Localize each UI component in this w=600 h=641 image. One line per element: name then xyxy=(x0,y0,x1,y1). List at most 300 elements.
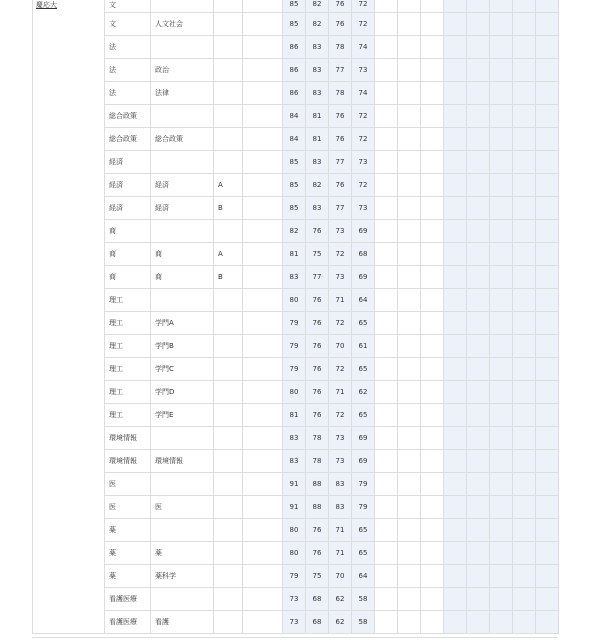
empty-cell xyxy=(375,289,398,312)
department-cell xyxy=(151,289,214,312)
empty-cell xyxy=(421,59,444,82)
empty-cell xyxy=(421,611,444,634)
score-cell: 77 xyxy=(329,151,352,174)
empty-cell xyxy=(536,266,559,289)
score-cell: 81 xyxy=(283,404,306,427)
score-cell: 81 xyxy=(306,128,329,151)
empty-cell xyxy=(467,358,490,381)
empty-cell xyxy=(444,542,467,565)
faculty-cell: 薬 xyxy=(105,565,151,588)
empty-cell xyxy=(490,565,513,588)
faculty-cell: 医 xyxy=(105,473,151,496)
empty-cell xyxy=(467,128,490,151)
department-cell: 商 xyxy=(151,266,214,289)
score-cell: 61 xyxy=(352,335,375,358)
empty-cell xyxy=(467,13,490,36)
empty-cell xyxy=(490,243,513,266)
empty-cell xyxy=(467,312,490,335)
score-cell: 76 xyxy=(306,312,329,335)
score-cell: 73 xyxy=(283,588,306,611)
faculty-cell: 法 xyxy=(105,82,151,105)
empty-cell xyxy=(375,174,398,197)
score-cell: 58 xyxy=(352,588,375,611)
score-cell: 73 xyxy=(352,59,375,82)
empty-cell xyxy=(398,312,421,335)
empty-cell xyxy=(243,404,283,427)
empty-cell xyxy=(421,312,444,335)
empty-cell xyxy=(536,427,559,450)
empty-cell xyxy=(398,197,421,220)
empty-cell xyxy=(243,588,283,611)
empty-cell xyxy=(243,450,283,473)
empty-cell xyxy=(398,381,421,404)
empty-cell xyxy=(490,381,513,404)
method-cell xyxy=(214,473,243,496)
empty-cell xyxy=(467,220,490,243)
score-cell: 62 xyxy=(352,381,375,404)
empty-cell xyxy=(513,266,536,289)
empty-cell xyxy=(243,289,283,312)
score-cell: 73 xyxy=(352,197,375,220)
score-cell: 85 xyxy=(283,0,306,13)
score-cell: 82 xyxy=(306,0,329,13)
table-row xyxy=(33,289,559,312)
empty-cell xyxy=(513,450,536,473)
faculty-cell: 理工 xyxy=(105,381,151,404)
method-cell xyxy=(214,427,243,450)
empty-cell xyxy=(467,496,490,519)
score-cell: 83 xyxy=(329,496,352,519)
empty-cell xyxy=(490,105,513,128)
empty-cell xyxy=(490,404,513,427)
department-cell xyxy=(151,220,214,243)
table-row xyxy=(33,496,559,519)
empty-cell xyxy=(490,473,513,496)
table-row xyxy=(33,151,559,174)
department-cell xyxy=(151,151,214,174)
empty-cell xyxy=(421,450,444,473)
score-cell: 76 xyxy=(306,335,329,358)
score-cell: 86 xyxy=(283,36,306,59)
empty-cell xyxy=(243,335,283,358)
score-cell: 76 xyxy=(306,542,329,565)
faculty-cell: 環境情報 xyxy=(105,450,151,473)
score-cell: 72 xyxy=(329,404,352,427)
empty-cell xyxy=(467,174,490,197)
empty-cell xyxy=(421,473,444,496)
empty-cell xyxy=(513,473,536,496)
score-cell: 73 xyxy=(329,266,352,289)
score-cell: 62 xyxy=(329,611,352,634)
empty-cell xyxy=(444,59,467,82)
faculty-cell: 法 xyxy=(105,59,151,82)
empty-cell xyxy=(421,0,444,13)
department-cell: 医 xyxy=(151,496,214,519)
score-cell: 65 xyxy=(352,312,375,335)
empty-cell xyxy=(536,519,559,542)
empty-cell xyxy=(467,197,490,220)
score-cell: 73 xyxy=(329,450,352,473)
empty-cell xyxy=(243,128,283,151)
empty-cell xyxy=(444,335,467,358)
empty-cell xyxy=(513,335,536,358)
empty-cell xyxy=(490,588,513,611)
empty-cell xyxy=(490,312,513,335)
empty-cell xyxy=(421,220,444,243)
empty-cell xyxy=(421,358,444,381)
empty-cell xyxy=(375,128,398,151)
faculty-cell: 商 xyxy=(105,266,151,289)
score-cell: 77 xyxy=(306,266,329,289)
empty-cell xyxy=(398,427,421,450)
score-cell: 85 xyxy=(283,151,306,174)
method-cell xyxy=(214,59,243,82)
score-cell: 83 xyxy=(283,450,306,473)
table-row xyxy=(33,220,559,243)
score-cell: 80 xyxy=(283,289,306,312)
empty-cell xyxy=(398,588,421,611)
empty-cell xyxy=(243,473,283,496)
score-cell: 79 xyxy=(352,496,375,519)
empty-cell xyxy=(398,565,421,588)
table-row xyxy=(33,565,559,588)
method-cell: B xyxy=(214,266,243,289)
empty-cell xyxy=(444,197,467,220)
empty-cell xyxy=(444,13,467,36)
empty-cell xyxy=(444,266,467,289)
department-cell: 経済 xyxy=(151,174,214,197)
empty-cell xyxy=(513,427,536,450)
score-cell: 72 xyxy=(352,128,375,151)
empty-cell xyxy=(375,542,398,565)
score-cell: 77 xyxy=(329,59,352,82)
score-cell: 76 xyxy=(306,289,329,312)
empty-cell xyxy=(421,381,444,404)
score-cell: 76 xyxy=(329,105,352,128)
empty-cell xyxy=(536,335,559,358)
department-cell xyxy=(151,473,214,496)
score-cell: 82 xyxy=(306,174,329,197)
table-row xyxy=(33,36,559,59)
empty-cell xyxy=(490,36,513,59)
score-cell: 69 xyxy=(352,220,375,243)
score-cell: 72 xyxy=(352,13,375,36)
empty-cell xyxy=(375,565,398,588)
department-cell: 商 xyxy=(151,243,214,266)
score-cell: 76 xyxy=(329,0,352,13)
empty-cell xyxy=(513,105,536,128)
method-cell xyxy=(214,381,243,404)
score-cell: 88 xyxy=(306,473,329,496)
empty-cell xyxy=(421,151,444,174)
empty-cell xyxy=(375,36,398,59)
department-cell: 環境情報 xyxy=(151,450,214,473)
faculty-cell: 薬 xyxy=(105,519,151,542)
score-cell: 83 xyxy=(283,427,306,450)
empty-cell xyxy=(513,128,536,151)
table-row xyxy=(33,0,559,13)
score-cell: 85 xyxy=(283,13,306,36)
faculty-cell: 薬 xyxy=(105,542,151,565)
empty-cell xyxy=(513,496,536,519)
department-cell: 総合政策 xyxy=(151,128,214,151)
empty-cell xyxy=(536,312,559,335)
score-cell: 81 xyxy=(306,105,329,128)
method-cell xyxy=(214,312,243,335)
empty-cell xyxy=(375,358,398,381)
empty-cell xyxy=(444,0,467,13)
score-cell: 83 xyxy=(306,82,329,105)
department-cell: 学門E xyxy=(151,404,214,427)
empty-cell xyxy=(398,473,421,496)
score-cell: 91 xyxy=(283,473,306,496)
score-cell: 80 xyxy=(283,542,306,565)
method-cell xyxy=(214,151,243,174)
score-cell: 83 xyxy=(306,36,329,59)
method-cell xyxy=(214,335,243,358)
empty-cell xyxy=(536,381,559,404)
empty-cell xyxy=(375,588,398,611)
empty-cell xyxy=(375,496,398,519)
empty-cell xyxy=(513,289,536,312)
method-cell xyxy=(214,565,243,588)
table-row xyxy=(33,174,559,197)
empty-cell xyxy=(243,427,283,450)
score-cell: 65 xyxy=(352,358,375,381)
empty-cell xyxy=(421,266,444,289)
empty-cell xyxy=(536,289,559,312)
score-cell: 72 xyxy=(352,174,375,197)
score-cell: 83 xyxy=(283,266,306,289)
faculty-cell: 総合政策 xyxy=(105,105,151,128)
empty-cell xyxy=(490,450,513,473)
score-cell: 68 xyxy=(352,243,375,266)
table-bottom-border xyxy=(32,637,558,638)
empty-cell xyxy=(421,427,444,450)
empty-cell xyxy=(243,174,283,197)
empty-cell xyxy=(398,519,421,542)
score-cell: 65 xyxy=(352,519,375,542)
empty-cell xyxy=(375,0,398,13)
empty-cell xyxy=(243,266,283,289)
empty-cell xyxy=(467,542,490,565)
table-row xyxy=(33,381,559,404)
empty-cell xyxy=(513,404,536,427)
empty-cell xyxy=(375,312,398,335)
empty-cell xyxy=(421,289,444,312)
faculty-cell: 総合政策 xyxy=(105,128,151,151)
empty-cell xyxy=(513,312,536,335)
empty-cell xyxy=(536,105,559,128)
method-cell xyxy=(214,289,243,312)
faculty-cell: 理工 xyxy=(105,358,151,381)
method-cell xyxy=(214,588,243,611)
faculty-cell: 環境情報 xyxy=(105,427,151,450)
empty-cell xyxy=(444,473,467,496)
faculty-cell: 文 xyxy=(105,13,151,36)
empty-cell xyxy=(513,542,536,565)
empty-cell xyxy=(536,59,559,82)
empty-cell xyxy=(444,289,467,312)
score-cell: 76 xyxy=(329,174,352,197)
empty-cell xyxy=(243,519,283,542)
empty-cell xyxy=(490,128,513,151)
empty-cell xyxy=(421,565,444,588)
empty-cell xyxy=(398,0,421,13)
score-cell: 79 xyxy=(352,473,375,496)
empty-cell xyxy=(421,404,444,427)
empty-cell xyxy=(398,542,421,565)
table-row xyxy=(33,197,559,220)
score-cell: 74 xyxy=(352,36,375,59)
score-cell: 71 xyxy=(329,519,352,542)
empty-cell xyxy=(243,358,283,381)
table-row xyxy=(33,13,559,36)
empty-cell xyxy=(536,0,559,13)
university-link[interactable]: 慶応大 xyxy=(36,1,57,9)
empty-cell xyxy=(375,450,398,473)
empty-cell xyxy=(398,496,421,519)
score-cell: 73 xyxy=(283,611,306,634)
empty-cell xyxy=(490,496,513,519)
empty-cell xyxy=(398,59,421,82)
empty-cell xyxy=(375,427,398,450)
method-cell xyxy=(214,450,243,473)
score-cell: 79 xyxy=(283,335,306,358)
method-cell xyxy=(214,128,243,151)
empty-cell xyxy=(536,496,559,519)
score-cell: 70 xyxy=(329,335,352,358)
faculty-cell: 商 xyxy=(105,220,151,243)
empty-cell xyxy=(444,588,467,611)
empty-cell xyxy=(421,13,444,36)
score-cell: 76 xyxy=(306,381,329,404)
empty-cell xyxy=(513,611,536,634)
empty-cell xyxy=(467,289,490,312)
department-cell xyxy=(151,36,214,59)
score-cell: 72 xyxy=(329,243,352,266)
empty-cell xyxy=(513,197,536,220)
score-cell: 64 xyxy=(352,565,375,588)
empty-cell xyxy=(467,381,490,404)
method-cell xyxy=(214,220,243,243)
empty-cell xyxy=(444,611,467,634)
empty-cell xyxy=(444,519,467,542)
score-cell: 78 xyxy=(329,36,352,59)
score-cell: 76 xyxy=(329,128,352,151)
empty-cell xyxy=(444,174,467,197)
faculty-cell: 理工 xyxy=(105,312,151,335)
method-cell xyxy=(214,82,243,105)
empty-cell xyxy=(467,59,490,82)
empty-cell xyxy=(243,243,283,266)
score-cell: 76 xyxy=(306,220,329,243)
empty-cell xyxy=(444,151,467,174)
method-cell xyxy=(214,404,243,427)
empty-cell xyxy=(375,266,398,289)
method-cell xyxy=(214,542,243,565)
empty-cell xyxy=(243,0,283,13)
empty-cell xyxy=(513,519,536,542)
score-cell: 74 xyxy=(352,82,375,105)
empty-cell xyxy=(421,243,444,266)
empty-cell xyxy=(444,358,467,381)
empty-cell xyxy=(398,243,421,266)
empty-cell xyxy=(536,151,559,174)
empty-cell xyxy=(513,151,536,174)
empty-cell xyxy=(536,128,559,151)
empty-cell xyxy=(444,312,467,335)
empty-cell xyxy=(513,174,536,197)
table-row xyxy=(33,450,559,473)
empty-cell xyxy=(444,82,467,105)
method-cell xyxy=(214,611,243,634)
empty-cell xyxy=(444,404,467,427)
score-cell: 76 xyxy=(306,404,329,427)
empty-cell xyxy=(513,0,536,13)
empty-cell xyxy=(243,13,283,36)
score-cell: 81 xyxy=(283,243,306,266)
empty-cell xyxy=(243,36,283,59)
empty-cell xyxy=(513,220,536,243)
empty-cell xyxy=(536,220,559,243)
empty-cell xyxy=(444,381,467,404)
method-cell: A xyxy=(214,243,243,266)
empty-cell xyxy=(398,611,421,634)
empty-cell xyxy=(421,335,444,358)
table-row xyxy=(33,312,559,335)
empty-cell xyxy=(243,82,283,105)
table-row xyxy=(33,59,559,82)
faculty-cell: 看護医療 xyxy=(105,611,151,634)
empty-cell xyxy=(536,82,559,105)
score-cell: 79 xyxy=(283,565,306,588)
department-cell: 学門B xyxy=(151,335,214,358)
table-row xyxy=(33,128,559,151)
empty-cell xyxy=(375,335,398,358)
score-cell: 73 xyxy=(329,220,352,243)
empty-cell xyxy=(243,220,283,243)
empty-cell xyxy=(243,197,283,220)
empty-cell xyxy=(490,519,513,542)
table-row xyxy=(33,473,559,496)
empty-cell xyxy=(490,611,513,634)
score-cell: 69 xyxy=(352,266,375,289)
score-cell: 78 xyxy=(329,82,352,105)
score-cell: 80 xyxy=(283,519,306,542)
department-cell: 学門A xyxy=(151,312,214,335)
score-cell: 76 xyxy=(306,358,329,381)
empty-cell xyxy=(490,151,513,174)
empty-cell xyxy=(398,358,421,381)
score-cell: 58 xyxy=(352,611,375,634)
empty-cell xyxy=(421,174,444,197)
department-cell: 政治 xyxy=(151,59,214,82)
empty-cell xyxy=(467,404,490,427)
empty-cell xyxy=(490,542,513,565)
department-cell xyxy=(151,105,214,128)
empty-cell xyxy=(421,496,444,519)
empty-cell xyxy=(536,174,559,197)
empty-cell xyxy=(490,358,513,381)
empty-cell xyxy=(467,151,490,174)
score-cell: 78 xyxy=(306,427,329,450)
table-row xyxy=(33,519,559,542)
empty-cell xyxy=(536,404,559,427)
faculty-cell: 商 xyxy=(105,243,151,266)
empty-cell xyxy=(536,565,559,588)
empty-cell xyxy=(490,220,513,243)
